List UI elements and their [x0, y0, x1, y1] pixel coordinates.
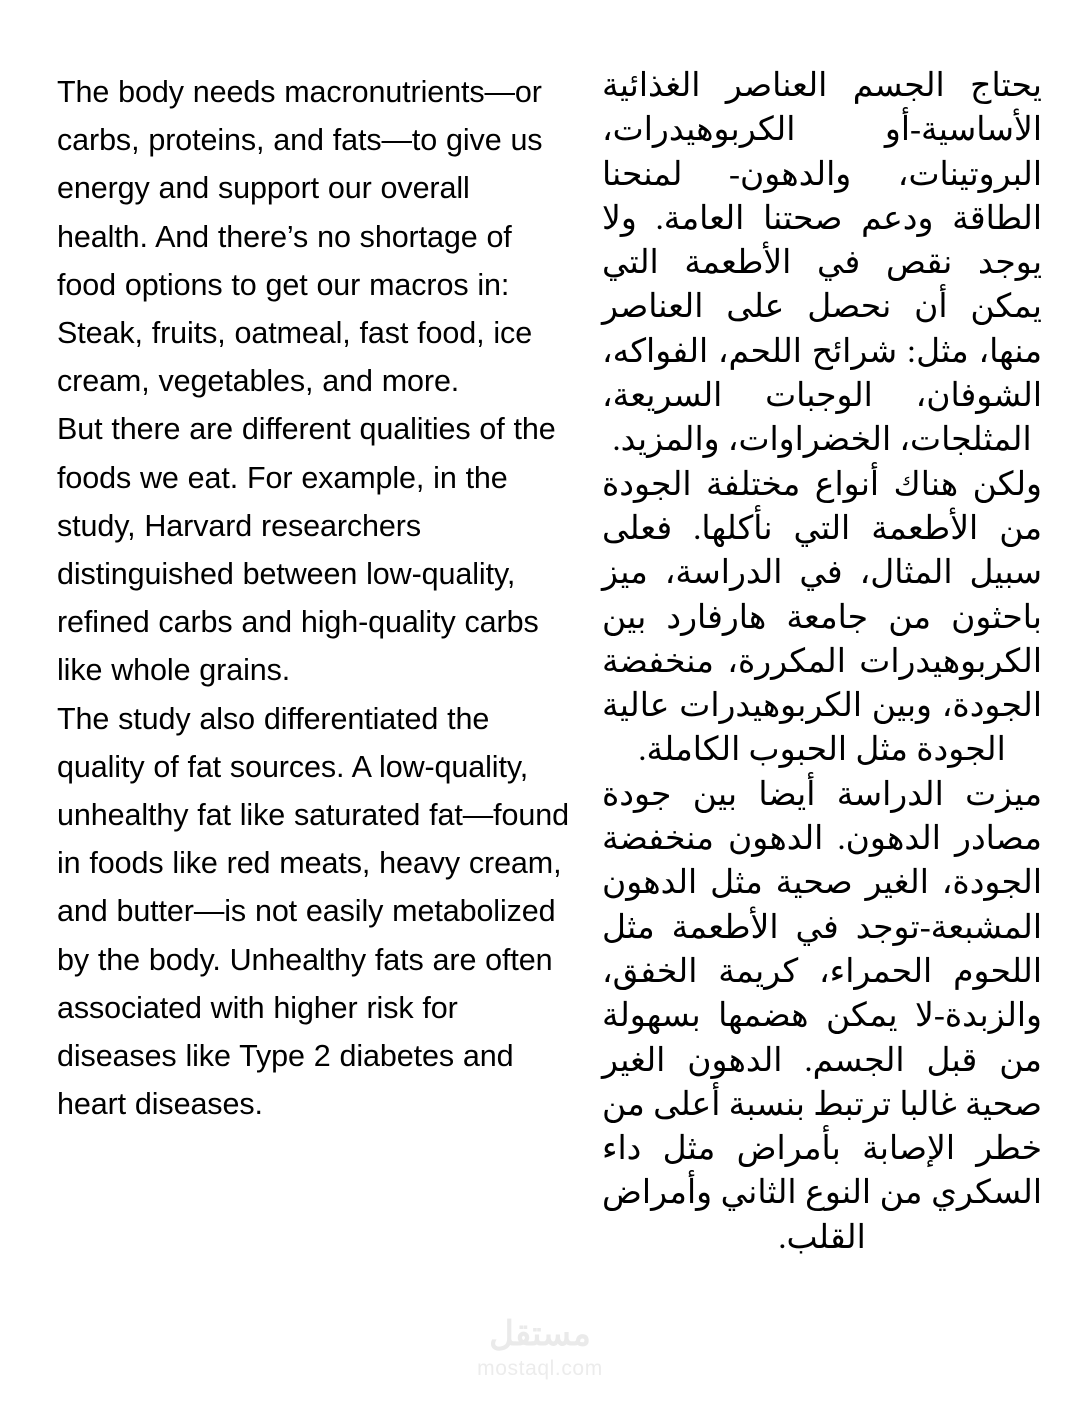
- english-paragraph-1: The body needs macronutrients—or carbs, proteins, and fats—to give us energy and support our overall health. And there’s no shortage of food options to get our macros in: Steak, fruits, oatmeal, fast food, ice cream, vegetables, and more.: [57, 75, 543, 399]
- watermark-arabic-logotype: مستقل: [489, 1316, 591, 1353]
- watermark-domain-text: mostaql.com: [477, 1357, 603, 1380]
- english-paragraph-2: But there are different qualities of the foods we eat. For example, in the study, Harvard researchers distinguished between low-quality, refined carbs and high-quality carbs like whole grains.: [57, 412, 556, 688]
- english-text-column: [57, 68, 569, 1128]
- mostaql-watermark: [425, 1316, 655, 1382]
- arabic-paragraph-1: يحتاج الجسم العناصر الغذائية الأساسية-أو الكربوهيدرات، البروتينات، والدهون- لمنحنا الطاقة ودعم صحتنا العامة. ولا يوجد نقص في الأطعمة التي يمكن أن نحصل على العناصر منها، مثل: شرائح اللحم، الفواكه، الشوفان، الوجبات السريعة، المثلجات، الخضراوات، والمزيد.: [602, 68, 1042, 459]
- arabic-paragraph-2: ولكن هناك أنواع مختلفة الجودة من الأطعمة التي نأكلها. فعلى سبيل المثال، في الدراسة، ميز باحثون من جامعة هارفارد بين الكربوهيدرات المكررة، منخفضة الجودة، وبين الكربوهيدرات عالية الجودة مثل الحبوب الكاملة.: [602, 466, 1042, 769]
- arabic-paragraph-3: ميزت الدراسة أيضا بين جودة مصادر الدهون. الدهون منخفضة الجودة، الغير صحية مثل الدهون المشبعة-توجد في الأطعمة مثل اللحوم الحمراء، كريمة الخفق، والزبدة-لا يمكن هضمها بسهولة من قبل الجسم. الدهون الغير صحية غالبا ترتبط بنسبة أعلى من خطر الإصابة بأمراض مثل داء السكري من النوع الثاني وأمراض القلب.: [602, 776, 1042, 1256]
- arabic-text-column: [602, 64, 1042, 1260]
- english-paragraph-3: The study also differentiated the quality of fat sources. A low-quality, unhealthy fat like saturated fat—found in foods like red meats, heavy cream, and butter—is not easily metabolized by the body. Unhealthy fats are often associated with higher risk for diseases like Type 2 diabetes and heart diseases.: [57, 701, 569, 1122]
